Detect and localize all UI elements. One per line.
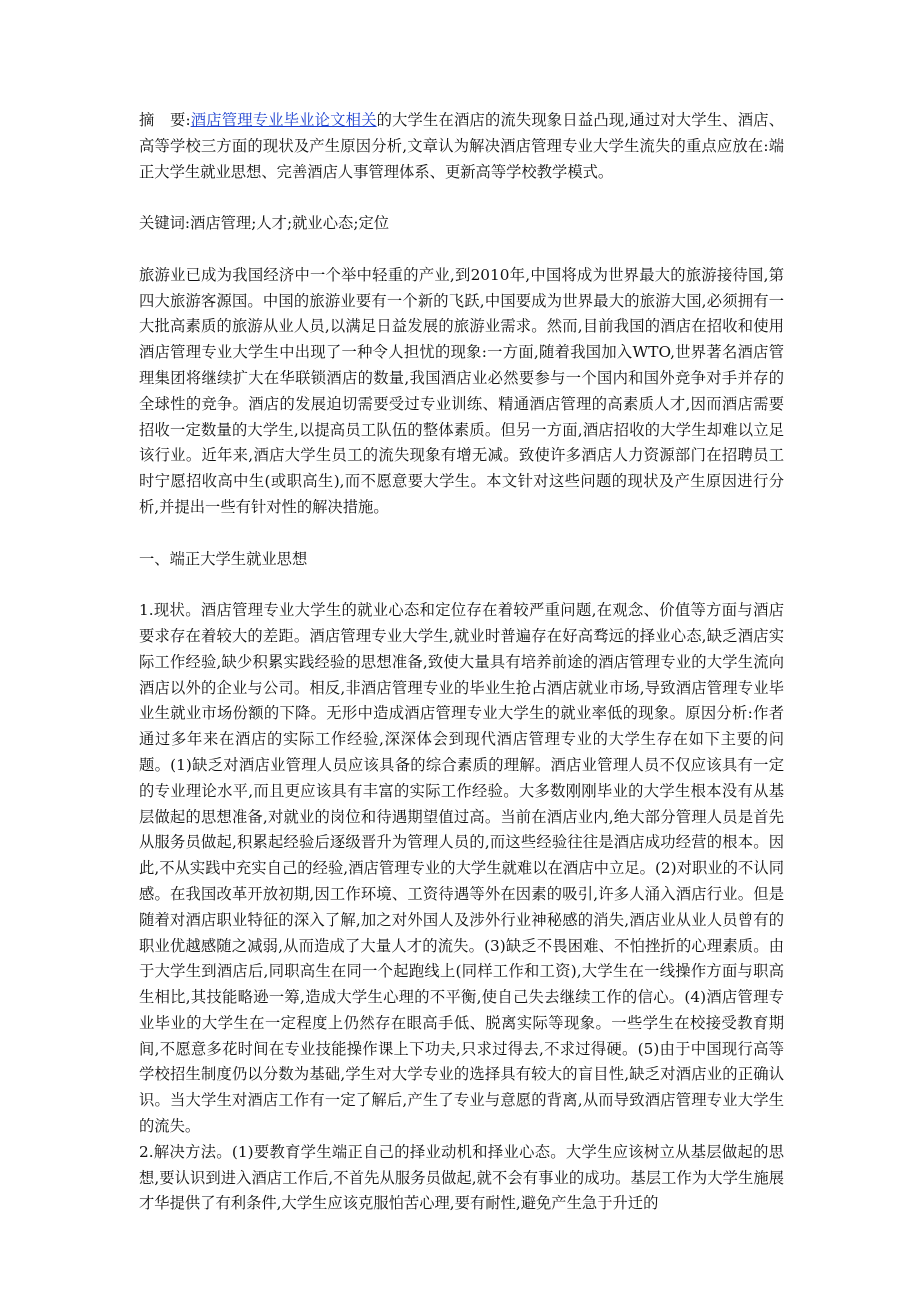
abstract-label: 摘 要:: [139, 111, 191, 129]
keywords-line: 关键词:酒店管理;人才;就业心态;定位: [139, 214, 390, 233]
status-paragraph: 1.现状。酒店管理专业大学生的就业心态和定位存在着较严重问题,在观念、价值等方面与酒店要求存在着较大的差距。酒店管理专业大学生,就业时普遍存在好高骛远的择业心态,缺乏酒店实际工作经验,缺少积累实践经验的思想准备,致使大量具有培养前途的酒店管理专业的大学生流向酒店以外的企业与公司。相反,非酒店管理专业的毕业生抢占酒店就业市场,导致酒店管理专业毕业生就业市场份额的下降。无形中造成酒店管理专业大学生的就业率低的现象。原因分析:作者通过多年来在酒店的实际工作经验,深深体会到现代酒店管理专业的大学生存在如下主要的问题。(1)缺乏对酒店业管理人员应该具备的综合素质的理解。酒店业管理人员不仅应该具有一定的专业理论水平,而且更应该具有丰富的实际工作经验。大多数刚刚毕业的大学生根本没有从基层做起的思想准备,对就业的岗位和待遇期望值过高。当前在酒店业内,绝大部分管理人员是首先从服务员做起,积累起经验后逐级晋升为管理人员的,而这些经验往往是酒店成功经营的根本。因此,不从实践中充实自己的经验,酒店管理专业的大学生就难以在酒店中立足。(2)对职业的不认同感。在我国改革开放初期,因工作环境、工资待遇等外在因素的吸引,许多人涌入酒店行业。但是随着对酒店职业特征的深入了解,加之对外国人及涉外行业神秘感的消失,酒店业从业人员曾有的职业优越感随之减弱,从而造成了大量人才的流失。(3)缺乏不畏困难、不怕挫折的心理素质。由于大学生到酒店后,同职高生在同一个起跑线上(同样工作和工资),大学生在一线操作方面与职高生相比,其技能略逊一筹,造成大学生心理的不平衡,使自己失去继续工作的信心。(4)酒店管理专业毕业的大学生在一定程度上仍然存在眼高手低、脱离实际等现象。一些学生在校接受教育期间,不愿意多花时间在专业技能操作课上下功夫,只求过得去,不求过得硬。(5)由于中国现行高等学校招生制度仍以分数为基础,学生对大学专业的选择具有较大的盲目性,缺乏对酒店业的正确认识。当大学生对酒店工作有一定了解后,产生了专业与意愿的背离,从而导致酒店管理专业大学生的流失。: [139, 601, 784, 1136]
section-heading: 一、端正大学生就业思想: [139, 549, 308, 568]
document-page: [139, 108, 784, 1217]
intro-paragraph: 旅游业已成为我国经济中一个举中轻重的产业,到2010年,中国将成为世界最大的旅游接待国,第四大旅游客源国。中国的旅游业要有一个新的飞跃,中国要成为世界最大的旅游大国,必须拥有一大批高素质的旅游从业人员,以满足日益发展的旅游业需求。然而,目前我国的酒店在招收和使用酒店管理专业大学生中出现了一种令人担忧的现象:一方面,随着我国加入WTO,世界著名酒店管理集团将继续扩大在华联锁酒店的数量,我国酒店业必然要参与一个国内和国外竞争对手并存的全球性的竞争。酒店的发展迫切需要受过专业训练、精通酒店管理的高素质人才,因而酒店需要招收一定数量的大学生,以提高员工队伍的整体素质。但另一方面,酒店招收的大学生却难以立足该行业。近年来,酒店大学生员工的流失现象有增无减。致使许多酒店人力资源部门在招聘员工时宁愿招收高中生(或职高生),而不愿意要大学生。本文针对这些问题的现状及产生原因进行分析,并提出一些有针对性的解决措施。: [139, 265, 784, 516]
abstract-paragraph: [139, 108, 784, 185]
abstract-link[interactable]: 酒店管理专业毕业论文相关: [190, 111, 377, 129]
solution-paragraph: 2.解决方法。(1)要教育学生端正自己的择业动机和择业心态。大学生应该树立从基层做起的思想,要认识到进入酒店工作后,不首先从服务员做起,就不会有事业的成功。基层工作为大学生施展才华提供了有利条件,大学生应该克服怕苦心理,要有耐性,避免产生急于升迁的: [139, 1142, 784, 1213]
abstract-text: 的大学生在酒店的流失现象日益凸现,通过对大学生、酒店、高等学校三方面的现状及产生原因分析,文章认为解决酒店管理专业大学生流失的重点应放在:端正大学生就业思想、完善酒店人事管理体系、更新高等学校教学模式。: [139, 111, 784, 181]
